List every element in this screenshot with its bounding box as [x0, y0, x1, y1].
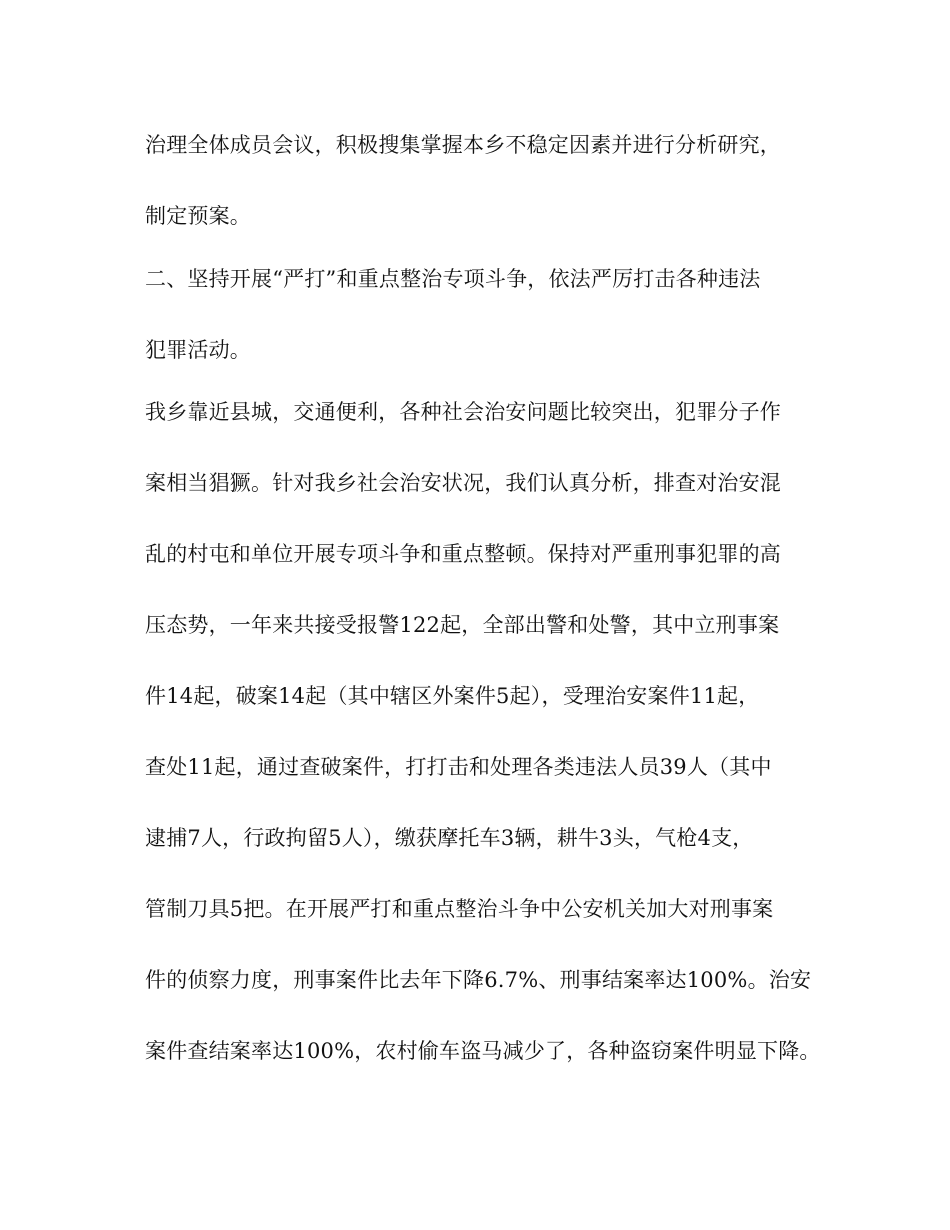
text-line: 案件查结案率达100%，农村偷车盗马减少了，各种盗窃案件明显下降。: [145, 1039, 821, 1063]
text-line: 我乡靠近县城，交通便利，各种社会治安问题比较突出，犯罪分子作: [145, 400, 781, 424]
text-line: 压态势，一年来共接受报警122起，全部出警和处警，其中立刑事案: [145, 613, 780, 637]
text-line: 件的侦察力度，刑事案件比去年下降6.7%、刑事结案率达100%。治安: [145, 968, 812, 992]
section-heading-line: 二、坚持开展“严打”和重点整治专项斗争，依法严厉打击各种违法: [145, 267, 761, 291]
text-line: 制定预案。: [145, 204, 251, 228]
text-line: 查处11起，通过查破案件，打打击和处理各类违法人员39人（其中: [145, 755, 772, 779]
text-line: 治理全体成员会议，积极搜集掌握本乡不稳定因素并进行分析研究，: [145, 133, 781, 157]
text-line: 案相当猖獗。针对我乡社会治安状况，我们认真分析，排查对治安混: [145, 471, 781, 495]
text-line: 件14起，破案14起（其中辖区外案件5起），受理治安案件11起，: [145, 684, 760, 708]
text-line: 管制刀具5把。在开展严打和重点整治斗争中公安机关加大对刑事案: [145, 897, 774, 921]
text-line: 乱的村屯和单位开展专项斗争和重点整顿。保持对严重刑事犯罪的高: [145, 542, 781, 566]
text-line: 逮捕7人，行政拘留5人），缴获摩托车3辆，耕牛3头，气枪4支，: [145, 826, 754, 850]
section-heading-line: 犯罪活动。: [145, 338, 251, 362]
